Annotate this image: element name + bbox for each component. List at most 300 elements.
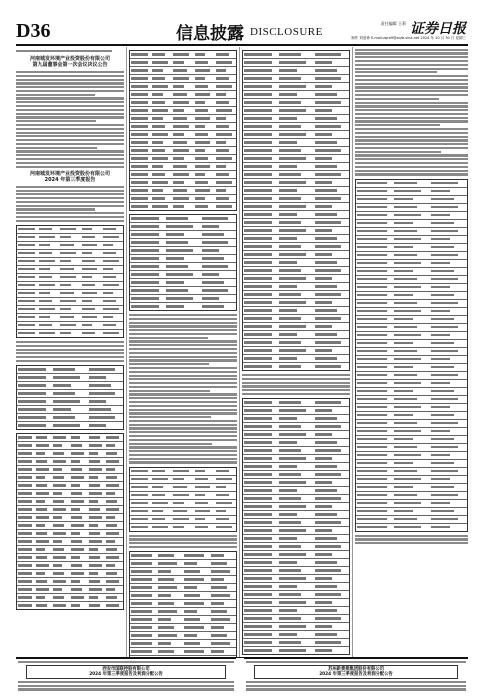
table-cell	[103, 332, 119, 335]
table-cell	[431, 494, 458, 497]
table-cell	[18, 292, 35, 295]
table-cell	[106, 540, 115, 543]
table-cell	[244, 505, 272, 508]
table-row	[356, 212, 467, 220]
table-cell	[315, 237, 337, 240]
table-cell	[394, 238, 421, 241]
table-cell	[173, 486, 186, 489]
table-cell	[173, 165, 186, 168]
table-cell	[89, 408, 111, 411]
table-cell	[244, 181, 272, 184]
table-cell	[195, 494, 206, 497]
table-cell	[315, 197, 341, 200]
table-cell	[244, 61, 272, 64]
table-cell	[244, 481, 272, 484]
table-cell	[315, 401, 341, 404]
table-cell	[357, 422, 387, 425]
table-cell	[279, 125, 301, 128]
table-cell	[71, 564, 82, 567]
table-cell	[103, 284, 119, 287]
table-row	[17, 314, 123, 322]
table-cell	[357, 454, 387, 457]
table-cell	[431, 198, 454, 201]
table-row	[130, 131, 236, 139]
table-row	[130, 147, 236, 155]
table-row	[130, 560, 236, 568]
table-cell	[82, 308, 95, 311]
table-cell	[131, 133, 148, 136]
table-cell	[394, 318, 412, 321]
table-row	[130, 239, 236, 247]
financial-table-3	[16, 433, 124, 610]
table-cell	[244, 617, 272, 620]
table-cell	[357, 438, 387, 441]
table-cell	[357, 478, 387, 481]
text-line	[355, 124, 440, 126]
table-cell	[279, 293, 301, 296]
table-cell	[315, 333, 337, 336]
table-cell	[18, 460, 32, 463]
table-cell	[166, 305, 184, 308]
table-cell	[131, 594, 152, 597]
table-cell	[216, 197, 229, 200]
table-cell	[244, 125, 272, 128]
text-line	[16, 150, 124, 152]
table-cell	[315, 365, 341, 368]
table-cell	[173, 77, 189, 80]
table-row	[243, 355, 349, 363]
table-row	[17, 434, 123, 442]
table-cell	[89, 416, 115, 419]
table-cell	[82, 244, 98, 247]
table-cell	[195, 502, 208, 505]
table-row	[130, 155, 236, 163]
table-cell	[216, 486, 227, 489]
table-cell	[131, 69, 148, 72]
table-cell	[244, 285, 272, 288]
table-cell	[431, 406, 449, 409]
text-line	[129, 348, 237, 350]
text-line	[129, 454, 237, 456]
table-cell	[315, 173, 341, 176]
table-cell	[279, 433, 305, 436]
newspaper-logo: 证券日报	[410, 21, 466, 37]
table-row	[130, 552, 236, 560]
table-cell	[315, 125, 341, 128]
text-line	[129, 435, 237, 437]
table-cell	[36, 508, 47, 511]
table-cell	[244, 309, 272, 312]
table-row	[17, 298, 123, 306]
table-cell	[216, 101, 229, 104]
table-cell	[216, 93, 227, 96]
table-cell	[158, 562, 178, 565]
table-cell	[18, 436, 32, 439]
table-cell	[279, 537, 297, 540]
table-row	[17, 442, 123, 450]
table-cell	[158, 610, 178, 613]
table-row	[243, 147, 349, 155]
table-cell	[279, 409, 305, 412]
table-row	[243, 471, 349, 479]
table-cell	[131, 578, 152, 581]
table-cell	[131, 157, 148, 160]
table-cell	[279, 585, 297, 588]
table-cell	[131, 173, 148, 176]
table-cell	[315, 433, 333, 436]
table-cell	[152, 470, 165, 473]
table-cell	[244, 149, 272, 152]
text-line	[16, 197, 124, 199]
table-cell	[216, 173, 229, 176]
table-cell	[431, 398, 458, 401]
table-cell	[357, 286, 387, 289]
text-line	[18, 685, 234, 687]
text-line	[129, 405, 237, 407]
table-cell	[279, 625, 305, 628]
table-cell	[244, 213, 272, 216]
text-line	[129, 329, 237, 331]
table-cell	[357, 350, 387, 353]
table-cell	[244, 553, 272, 556]
text-line	[16, 109, 124, 111]
table-row	[243, 163, 349, 171]
table-cell	[152, 173, 165, 176]
table-cell	[279, 521, 301, 524]
table-row	[243, 275, 349, 283]
table-cell	[431, 214, 449, 217]
table-cell	[315, 553, 333, 556]
table-cell	[131, 610, 152, 613]
table-cell	[152, 109, 168, 112]
table-cell	[195, 518, 206, 521]
table-cell	[279, 641, 301, 644]
table-cell	[131, 205, 148, 208]
table-cell	[195, 478, 208, 481]
table-cell	[244, 529, 272, 532]
table-cell	[357, 294, 387, 297]
text-line	[129, 535, 237, 537]
table-cell	[394, 182, 417, 185]
table-cell	[53, 572, 64, 575]
text-line	[355, 113, 468, 115]
table-cell	[89, 524, 98, 527]
table-cell	[279, 221, 301, 224]
table-row	[243, 307, 349, 315]
table-cell	[315, 301, 333, 304]
table-cell	[315, 569, 341, 572]
table-cell	[89, 540, 102, 543]
table-cell	[315, 449, 341, 452]
table-cell	[315, 349, 333, 352]
table-cell	[184, 554, 204, 557]
table-cell	[18, 524, 32, 527]
table-cell	[36, 604, 47, 607]
table-cell	[184, 562, 197, 565]
table-cell	[39, 276, 52, 279]
table-cell	[431, 286, 449, 289]
table-cell	[158, 578, 174, 581]
table-cell	[36, 524, 45, 527]
table-cell	[279, 465, 297, 468]
table-cell	[211, 594, 231, 597]
table-row	[130, 203, 236, 210]
article-2-company: 河南城发环境产业投资股份有限公司	[29, 170, 110, 177]
table-cell	[18, 332, 35, 335]
text-line	[355, 109, 468, 111]
table-cell	[244, 577, 272, 580]
table-cell	[279, 309, 297, 312]
table-cell	[166, 225, 192, 228]
table-cell	[211, 634, 227, 637]
table-row	[356, 236, 467, 244]
table-cell	[244, 473, 272, 476]
text-line	[355, 136, 468, 138]
table-cell	[131, 265, 159, 268]
table-cell	[152, 197, 165, 200]
table-cell	[18, 268, 35, 271]
table-row	[243, 227, 349, 235]
table-cell	[71, 556, 80, 559]
table-cell	[131, 93, 148, 96]
table-cell	[279, 245, 301, 248]
table-cell	[216, 526, 232, 529]
table-cell	[216, 149, 229, 152]
text-line	[246, 661, 466, 663]
table-cell	[106, 436, 119, 439]
table-row	[17, 266, 123, 274]
table-row	[243, 455, 349, 463]
table-cell	[244, 449, 272, 452]
table-cell	[53, 508, 66, 511]
column-4	[355, 47, 468, 657]
table-cell	[279, 349, 305, 352]
table-cell	[202, 217, 228, 220]
table-cell	[89, 424, 107, 427]
table-cell	[315, 529, 333, 532]
table-cell	[103, 324, 116, 327]
table-row	[356, 252, 467, 260]
table-cell	[431, 326, 458, 329]
text-line	[16, 352, 124, 354]
table-cell	[106, 564, 115, 567]
text-line	[16, 75, 124, 77]
text-line	[355, 173, 468, 175]
table-row	[17, 258, 123, 266]
table-cell	[357, 326, 387, 329]
table-row	[17, 538, 123, 546]
table-row	[130, 187, 236, 195]
table-cell	[18, 468, 32, 471]
table-cell	[60, 292, 73, 295]
table-row	[356, 276, 467, 284]
table-cell	[195, 526, 208, 529]
table-row	[17, 406, 123, 414]
table-cell	[244, 173, 272, 176]
table-cell	[89, 492, 102, 495]
table-cell	[36, 548, 45, 551]
table-cell	[71, 452, 84, 455]
table-cell	[279, 497, 301, 500]
table-row	[130, 303, 236, 310]
table-cell	[244, 585, 272, 588]
table-cell	[216, 189, 227, 192]
table-cell	[18, 580, 32, 583]
text-line	[129, 446, 237, 448]
table-cell	[173, 93, 186, 96]
table-cell	[244, 513, 272, 516]
table-row	[17, 282, 123, 290]
article-1-subtitle: 第九届董事会第一次会议决议公告	[32, 62, 108, 68]
table-row	[130, 492, 236, 500]
table-cell	[89, 452, 98, 455]
table-cell	[131, 586, 152, 589]
table-row	[356, 332, 467, 340]
table-cell	[315, 609, 337, 612]
text-line	[129, 340, 237, 342]
text-line	[16, 190, 124, 192]
table-cell	[152, 149, 165, 152]
table-cell	[53, 392, 75, 395]
table-row	[243, 123, 349, 131]
text-line	[129, 542, 237, 544]
table-cell	[18, 556, 32, 559]
table-cell	[71, 436, 80, 439]
table-row	[17, 450, 123, 458]
table-row	[130, 59, 236, 67]
table-row	[17, 490, 123, 498]
table-cell	[216, 125, 229, 128]
table-row	[356, 420, 467, 428]
text-line	[355, 162, 468, 164]
table-cell	[244, 269, 272, 272]
table-cell	[152, 518, 165, 521]
table-row	[17, 374, 123, 382]
table-cell	[315, 277, 333, 280]
table-cell	[244, 625, 272, 628]
table-cell	[53, 564, 62, 567]
table-row	[243, 203, 349, 211]
table-cell	[394, 430, 421, 433]
table-cell	[36, 572, 45, 575]
table-cell	[131, 149, 148, 152]
table-cell	[184, 642, 200, 645]
text-line	[16, 220, 124, 222]
table-cell	[315, 505, 333, 508]
table-cell	[202, 257, 224, 260]
table-cell	[394, 374, 417, 377]
table-cell	[36, 484, 47, 487]
table-row	[17, 602, 123, 609]
table-cell	[216, 77, 229, 80]
table-cell	[131, 289, 159, 292]
table-cell	[53, 500, 64, 503]
text-line	[18, 661, 234, 663]
article-1-body	[16, 71, 124, 168]
text-line	[129, 424, 237, 426]
table-cell	[244, 253, 272, 256]
table-cell	[36, 532, 47, 535]
table-cell	[53, 424, 79, 427]
table-row	[356, 228, 467, 236]
table-cell	[152, 53, 165, 56]
table-cell	[244, 317, 272, 320]
table-cell	[216, 53, 229, 56]
text-line	[129, 363, 209, 365]
table-cell	[106, 476, 117, 479]
table-cell	[39, 244, 50, 247]
text-line	[16, 162, 124, 164]
table-cell	[89, 384, 111, 387]
table-cell	[279, 277, 305, 280]
table-cell	[184, 634, 197, 637]
text-line	[355, 120, 468, 122]
table-cell	[279, 141, 297, 144]
table-row	[243, 171, 349, 179]
text-line	[16, 201, 124, 203]
table-cell	[357, 398, 387, 401]
table-row	[130, 139, 236, 147]
table-cell	[315, 465, 337, 468]
table-cell	[18, 588, 32, 591]
table-cell	[357, 334, 387, 337]
table-cell	[394, 422, 417, 425]
table-cell	[89, 400, 107, 403]
table-cell	[131, 189, 148, 192]
table-cell	[394, 462, 412, 465]
table-cell	[315, 309, 337, 312]
text-line	[242, 393, 350, 395]
footer-right-company: 苏州新黄燕集团股份有限公司	[328, 666, 384, 672]
table-cell	[106, 460, 119, 463]
table-cell	[244, 341, 272, 344]
table-cell	[394, 286, 421, 289]
table-cell	[357, 486, 387, 489]
text-line	[16, 90, 124, 92]
table-cell	[315, 253, 333, 256]
table-row	[17, 586, 123, 594]
table-row	[17, 390, 123, 398]
table-cell	[315, 293, 341, 296]
table-cell	[53, 548, 64, 551]
table-cell	[195, 53, 206, 56]
table-cell	[357, 198, 387, 201]
table-row	[130, 508, 236, 516]
table-cell	[195, 165, 211, 168]
table-cell	[152, 486, 163, 489]
table-cell	[431, 270, 454, 273]
table-row	[130, 91, 236, 99]
text-line	[129, 322, 237, 324]
table-cell	[131, 61, 148, 64]
table-row	[17, 458, 123, 466]
table-cell	[158, 570, 171, 573]
table-cell	[18, 444, 32, 447]
table-cell	[279, 441, 297, 444]
table-cell	[279, 529, 305, 532]
table-cell	[279, 133, 305, 136]
table-cell	[60, 332, 71, 335]
table-cell	[279, 457, 305, 460]
column-separator	[239, 47, 240, 657]
table-row	[243, 439, 349, 447]
table-cell	[216, 141, 227, 144]
table-cell	[357, 302, 387, 305]
table-cell	[279, 561, 297, 564]
table-row	[243, 139, 349, 147]
table-row	[243, 243, 349, 251]
table-cell	[279, 149, 301, 152]
